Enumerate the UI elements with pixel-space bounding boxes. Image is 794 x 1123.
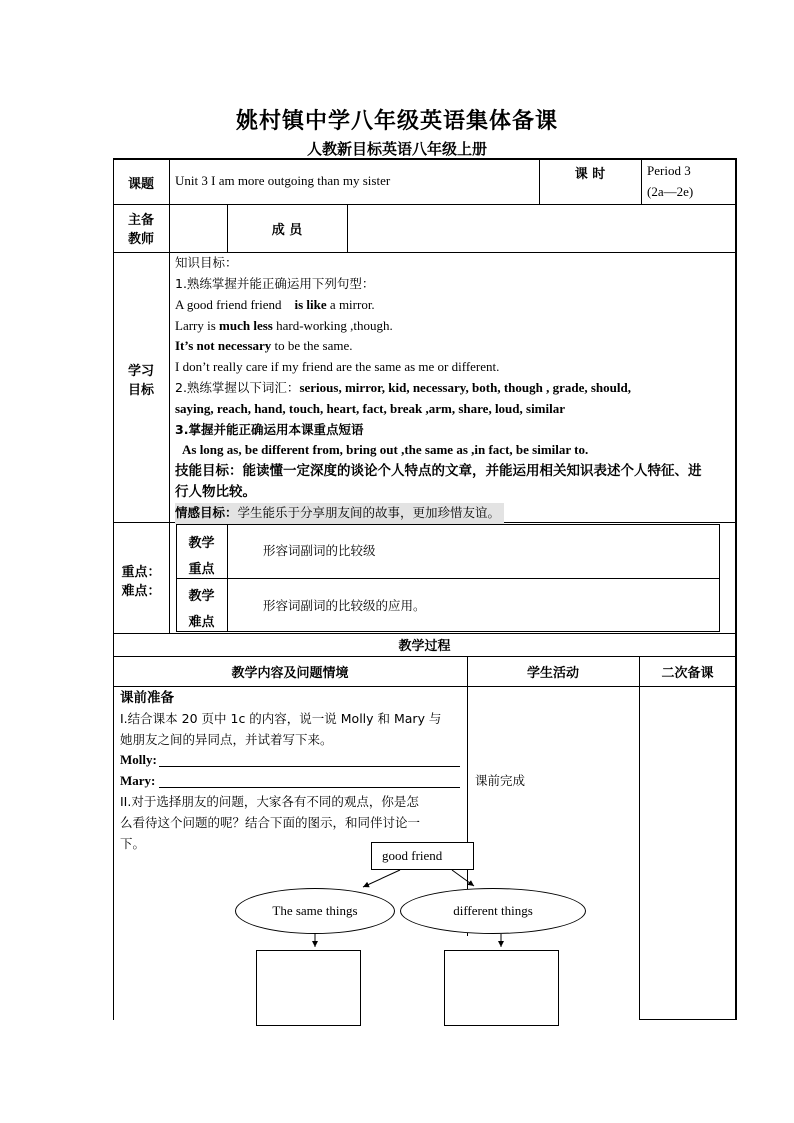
period-value-line1: Period 3 bbox=[647, 163, 691, 178]
diagram-same-answer-box[interactable] bbox=[256, 950, 361, 1026]
key-label-1: 教学 bbox=[188, 536, 215, 551]
topic-value: Unit 3 I am more outgoing than my sister bbox=[175, 173, 391, 188]
col-header-content: 教学内容及问题情境 bbox=[231, 666, 349, 681]
sentence-2: Larry is much less hard-working ,though. bbox=[175, 318, 393, 333]
sentence-3: It’s not necessary to be the same. bbox=[175, 338, 353, 353]
prep-q2-line3: 下。 bbox=[120, 836, 146, 851]
col-header-revision: 二次备课 bbox=[661, 666, 714, 681]
members-label: 成 员 bbox=[271, 223, 303, 238]
sentence-4: I don’t really care if my friend are the same as me or different. bbox=[175, 359, 500, 374]
key-value: 形容词副词的比较级 bbox=[263, 543, 376, 558]
page-title: 姚村镇中学八年级英语集体备课 bbox=[235, 109, 558, 134]
sentence-1: A good friend friend is like a mirror. bbox=[175, 297, 375, 312]
goals-label-2: 目标 bbox=[127, 383, 154, 398]
teacher-label-2: 教师 bbox=[127, 232, 154, 247]
teacher-label-1: 主备 bbox=[127, 213, 154, 228]
mary-label: Mary: bbox=[120, 773, 156, 788]
emotion-goal: 情感目标：学生能乐于分享朋友间的故事，更加珍惜友谊。 bbox=[175, 503, 504, 524]
diagram-different-answer-box[interactable] bbox=[444, 950, 559, 1026]
diagram-root-box: good friend bbox=[371, 842, 474, 870]
page-subtitle: 人教新目标英语八年级上册 bbox=[306, 140, 487, 158]
vocabulary-line-2: saying, reach, hand, touch, heart, fact, break ,arm, share, loud, similar bbox=[175, 401, 566, 416]
prep-q2-line2: 么看待这个问题的呢？结合下面的图示，和同伴讨论一 bbox=[120, 815, 421, 830]
process-title: 教学过程 bbox=[398, 639, 451, 654]
prep-q2-line1: II.对于选择朋友的问题，大家各有不同的观点，你是怎 bbox=[120, 794, 419, 809]
skill-goal-cont: 行人物比较。 bbox=[175, 484, 256, 500]
goal-point-3: 3.掌握并能正确运用本课重点短语 bbox=[175, 422, 364, 437]
goals-label-1: 学习 bbox=[127, 364, 154, 379]
difficult-label-2: 难点 bbox=[188, 615, 215, 630]
difficult-value: 形容词副词的比较级的应用。 bbox=[263, 598, 426, 613]
difficult-label-1: 教学 bbox=[188, 589, 215, 604]
prep-q1-line1: I.结合课本 20 页中 1c 的内容，说一说 Molly 和 Mary 与 bbox=[120, 711, 442, 726]
period-value-line2: (2a—2e) bbox=[647, 184, 694, 199]
keypoint-label-1: 重点： bbox=[121, 565, 161, 580]
molly-label: Molly: bbox=[120, 752, 157, 767]
skill-goal: 技能目标：能读懂一定深度的谈论个人特点的文章，并能运用相关知识表述个人特征、进 bbox=[175, 463, 702, 479]
student-activity: 课前完成 bbox=[475, 773, 526, 788]
topic-label: 课题 bbox=[127, 177, 154, 192]
phrases: As long as, be different from, bring out ,the same as ,in fact, be similar to. bbox=[182, 442, 589, 457]
key-label-2: 重点 bbox=[188, 562, 215, 577]
prep-q1-line2: 她朋友之间的异同点，并试着写下来。 bbox=[120, 732, 333, 747]
knowledge-title: 知识目标： bbox=[175, 255, 238, 270]
diagram-different-ellipse: different things bbox=[400, 888, 586, 934]
keypoint-label-2: 难点： bbox=[121, 584, 161, 599]
diagram-same-ellipse: The same things bbox=[235, 888, 395, 934]
goal-point-1: 1.熟练掌握并能正确运用下列句型： bbox=[175, 276, 375, 291]
col-header-activity: 学生活动 bbox=[526, 666, 579, 681]
period-label: 课 时 bbox=[574, 167, 606, 182]
goal-point-2: 2.熟练掌握以下词汇：serious, mirror, kid, necessary, both, though , grade, should, bbox=[175, 380, 631, 395]
prep-title: 课前准备 bbox=[120, 690, 174, 706]
